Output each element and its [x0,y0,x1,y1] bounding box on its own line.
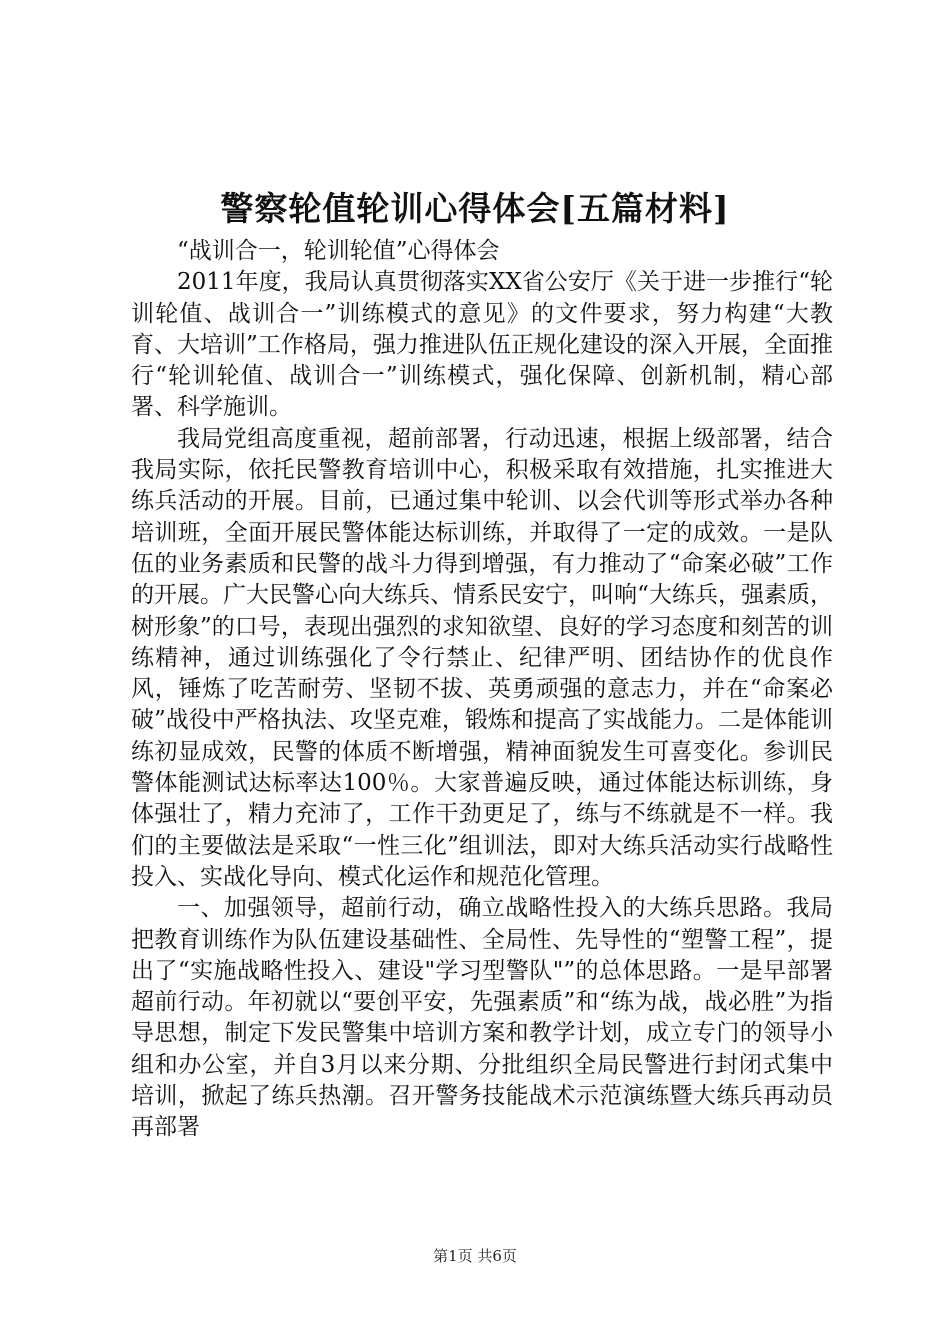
paragraph-1: 2011年度，我局认真贯彻落实XX省公安厅《关于进一步推行“轮训轮值、战训合一”训练模式的意见》的文件要求，努力构建“大教育、大培训”工作格局，强力推进队伍正规化建设的深入开展，全面推行“轮训轮值、战训合一”训练模式，强化保障、创新机制，精心部署、科学施训。 [131,269,833,421]
document-title: 警察轮值轮训心得体会[五篇材料] [220,189,730,228]
page-number-footer: 第1页 共6页 [433,1247,517,1265]
document-subtitle: “战训合一，轮训轮值”心得体会 [177,238,500,264]
paragraph-3: 一、加强领导，超前行动，确立战略性投入的大练兵思路。我局把教育训练作为队伍建设基础性、全局性、先导性的“塑警工程”，提出了“实施战略性投入、建设"学习型警队"”的总体思路。一是早部署超前行动。年初就以“要创平安，先强素质”和“练为战，战必胜”为指导思想，制定下发民警集中培训方案和教学计划，成立专门的领导小组和办公室，并自3月以来分期、分批组织全局民警进行封闭式集中培训，掀起了练兵热潮。召开警务技能战术示范演练暨大练兵再动员再部署 [131,895,833,1141]
paragraph-2: 我局党组高度重视，超前部署，行动迅速，根据上级部署，结合我局实际，依托民警教育培训中心，积极采取有效措施，扎实推进大练兵活动的开展。目前，已通过集中轮训、以会代训等形式举办各种培训班，全面开展民警体能达标训练，并取得了一定的成效。一是队伍的业务素质和民警的战斗力得到增强，有力推动了“命案必破”工作的开展。广大民警心向大练兵、情系民安宁，叫响“大练兵，强素质，树形象”的口号，表现出强烈的求知欲望、良好的学习态度和刻苦的训练精神，通过训练强化了令行禁止、纪律严明、团结协作的优良作风，锤炼了吃苦耐劳、坚韧不拔、英勇顽强的意志力，并在“命案必破”战役中严格执法、攻坚克难，锻炼和提高了实战能力。二是体能训练初显成效，民警的体质不断增强，精神面貌发生可喜变化。参训民警体能测试达标率达100％。大家普遍反映，通过体能达标训练，身体强壮了，精力充沛了，工作干劲更足了，练与不练就是不一样。我们的主要做法是采取“一性三化”组训法，即对大练兵活动实行战略性投入、实战化导向、模式化运作和规范化管理。 [131,425,833,890]
document-body [131,236,833,1144]
